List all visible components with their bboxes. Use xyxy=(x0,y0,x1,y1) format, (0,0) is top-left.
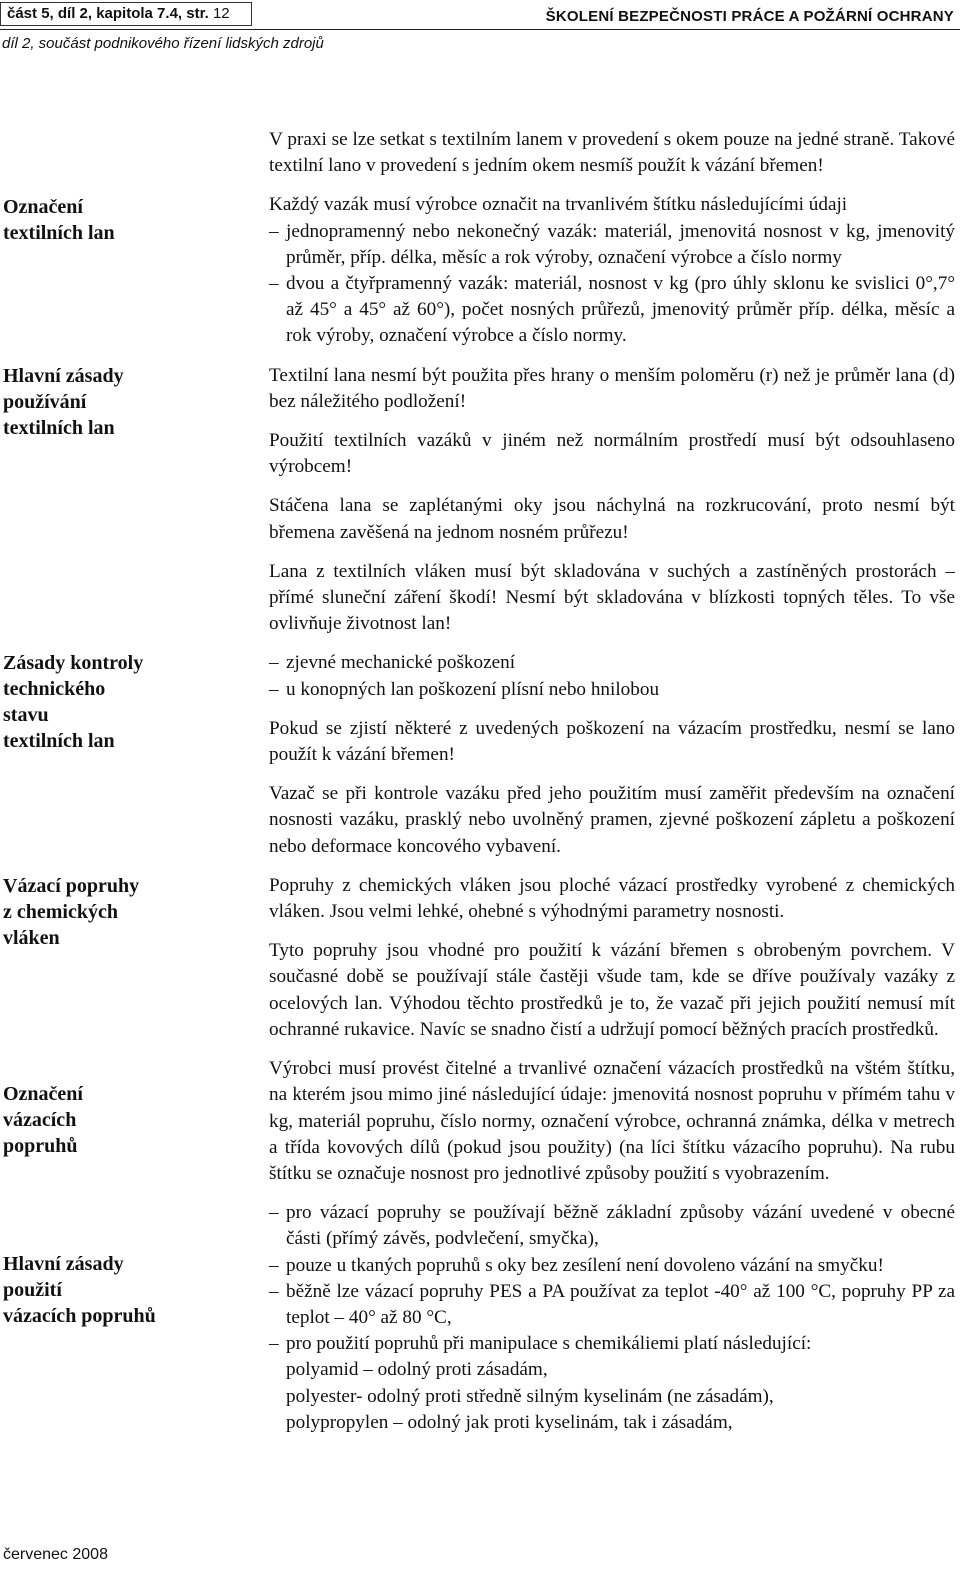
dash-bullet: – xyxy=(269,652,279,674)
header-section-label xyxy=(0,2,252,26)
chemical-resistance-line: polyamid – odolný proti zásadám, xyxy=(286,1359,548,1381)
list-item xyxy=(269,219,955,271)
list-item xyxy=(269,650,955,676)
damage-list xyxy=(269,650,955,702)
dash-bullet: – xyxy=(269,678,279,700)
paragraph: Popruhy z chemických vláken jsou ploché vázací prostředky vyrobené z chemických vláken. Jsou velmi lehké, ohebné s výhodnými parametry nosnosti. xyxy=(269,874,955,923)
marking-requirements xyxy=(269,192,955,349)
side-heading-sling-marking xyxy=(3,1081,203,1159)
side-heading-line: používání xyxy=(3,391,87,413)
header-rule xyxy=(0,29,960,30)
side-heading-line: textilních lan xyxy=(3,417,115,439)
side-heading-sling-usage xyxy=(3,1251,203,1329)
chemical-resistance-line: polypropylen – odolný jak proti kyselinám, tak i zásadám, xyxy=(286,1411,733,1433)
side-heading-line: vázacích xyxy=(3,1109,77,1131)
list-item xyxy=(269,271,955,350)
page-number: 12 xyxy=(212,5,230,22)
paragraph: Výrobci musí provést čitelné a trvanlivé označení vázacích prostředků na vštém štítku, na kterém jsou mimo jiné následující údaje: jmenovitá nosnost popruhu v přímém tahu v kg, materiál popruhu, číslo normy, označení výrobce, ochranná známka, délka v metrech a třída kovových dílů (pokud jsou použity) (na líci štítku vázacího popruhu). Na rubu štítku se označuje nosnost pro jednotlivé způsoby použití s vyobrazením. xyxy=(269,1058,955,1184)
list-item-text: u konopných lan poškození plísní nebo hnilobou xyxy=(286,678,660,700)
list-item-text: pouze u tkaných popruhů s oky bez zesílení není dovoleno vázání na smyčku! xyxy=(286,1254,884,1276)
list-item-text: dvou a čtyřpramenný vazák: materiál, nosnost v kg (pro úhly sklonu ke svislici 0°,7° až 45° a 45° až 60°), počet nosných průřezů, jmenovitý průměr příp. délka, měsíc a rok výroby, označení výrobce a číslo normy. xyxy=(286,273,955,347)
side-heading-textile-rope-marking xyxy=(3,194,203,246)
paragraph: Tyto popruhy jsou vhodné pro použití k vázání břemen s obrobeným povrchem. V současné době se používají stále častěji všude tam, kde se dříve používaly vazáky z ocelových lan. Výhodou těchto prostředků je to, že vazač při jejich použití nemusí mít ochranné rukavice. Navíc se snadno čistí a udržují pomocí běžných pracích prostředků. xyxy=(269,940,955,1040)
list-item-text: pro vázací popruhy se používají běžně základní způsoby vázání uvedené v obecné části (přímý závěs, podvlečení, smyčka), xyxy=(286,1202,955,1250)
paragraph: Vazač se při kontrole vazáku před jeho použitím musí zaměřit především na označení nosnosti vazáku, prasklý nebo uvolněný pramen, zjevné poškození zápletu a poškození nebo deformace koncového vybavení. xyxy=(269,783,955,857)
list-item xyxy=(269,1279,955,1331)
sling-usage-list xyxy=(269,1200,955,1436)
dash-bullet: – xyxy=(269,1254,279,1276)
side-heading-chemical-slings xyxy=(3,873,203,951)
side-heading-line: Hlavní zásady xyxy=(3,365,124,387)
side-heading-line: Vázací popruhy xyxy=(3,875,140,897)
list-item-text: běžně lze vázací popruhy PES a PA používat za teplot -40° až 100 °C, popruhy PP za teplot – 40° až 80 °C, xyxy=(286,1280,955,1328)
section-ref: část 5, díl 2, kapitola 7.4, str. xyxy=(7,5,209,22)
list-item xyxy=(269,1331,955,1357)
list-item xyxy=(269,1200,955,1252)
side-heading-line: Označení xyxy=(3,196,83,218)
list-item-text: jednopramenný nebo nekonečný vazák: materiál, jmenovitá nosnost v kg, jmenovitý průměr, příp. délka, měsíc a rok výroby, označení výrobce a číslo normy xyxy=(286,220,955,268)
side-heading-inspection xyxy=(3,650,203,754)
list-item-text: pro použití popruhů při manipulace s chemikáliemi platí následující: xyxy=(286,1333,812,1355)
side-heading-line: stavu xyxy=(3,704,49,726)
side-heading-line: z chemických xyxy=(3,901,118,923)
side-heading-line: textilních lan xyxy=(3,730,115,752)
publication-title: ŠKOLENÍ BEZPEČNOSTI PRÁCE A POŽÁRNÍ OCHRANY xyxy=(545,8,954,25)
header-subtitle: díl 2, součást podnikového řízení lidských zdrojů xyxy=(2,35,324,52)
chemical-resistance-line: polyester- odolný proti středně silným kyselinám (ne zásadám), xyxy=(286,1385,774,1407)
side-heading-line: Zásady kontroly xyxy=(3,652,144,674)
paragraph: Lana z textilních vláken musí být skladována v suchých a zastíněných prostorách – přímé sluneční záření škodí! Nesmí být skladována v blízkosti topných těles. To vše ovlivňuje životnost lan! xyxy=(269,560,955,635)
section-box xyxy=(0,2,252,26)
side-heading-line: vláken xyxy=(3,927,60,949)
list-item xyxy=(269,677,955,703)
side-heading-line: použití xyxy=(3,1279,62,1301)
side-heading-line: vázacích popruhů xyxy=(3,1305,156,1327)
side-heading-line: technického xyxy=(3,678,106,700)
side-heading-textile-rope-usage xyxy=(3,363,203,441)
dash-bullet: – xyxy=(269,1280,279,1302)
dash-bullet: – xyxy=(269,1202,279,1224)
paragraph: Textilní lana nesmí být použita přes hrany o menším poloměru (r) než je průměr lana (d) bez náležitého podložení! xyxy=(269,364,955,412)
list-item-text: zjevné mechanické poškození xyxy=(286,652,516,674)
side-heading-line: textilních lan xyxy=(3,222,115,244)
dash-bullet: – xyxy=(269,1333,279,1355)
dash-bullet: – xyxy=(269,220,279,242)
side-heading-line: Hlavní zásady xyxy=(3,1253,124,1275)
list-item xyxy=(269,1253,955,1279)
side-heading-line: popruhů xyxy=(3,1135,78,1157)
footer-date: červenec 2008 xyxy=(3,1546,108,1563)
paragraph: Pokud se zjistí některé z uvedených poškození na vázacím prostředku, nesmí se lano použít k vázání břemen! xyxy=(269,717,955,766)
paragraph: Stáčena lana se zaplétanými oky jsou náchylná na rozkrucování, proto nesmí být břemena zavěšená na jednom nosném průřezu! xyxy=(269,495,955,543)
paragraph: Použití textilních vazáků v jiném než normálním prostředí musí být odsouhlaseno výrobcem! xyxy=(269,430,955,478)
dash-bullet: – xyxy=(269,273,279,295)
paragraph: Každý vazák musí výrobce označit na trvanlivém štítku následujícími údaji xyxy=(269,194,848,216)
side-heading-line: Označení xyxy=(3,1083,83,1105)
paragraph: V praxi se lze setkat s textilním lanem v provedení s okem pouze na jedné straně. Takové textilní lano v provedení s jedním okem nesmíš použít k vázání břemen! xyxy=(269,129,955,177)
main-column xyxy=(269,127,955,1436)
